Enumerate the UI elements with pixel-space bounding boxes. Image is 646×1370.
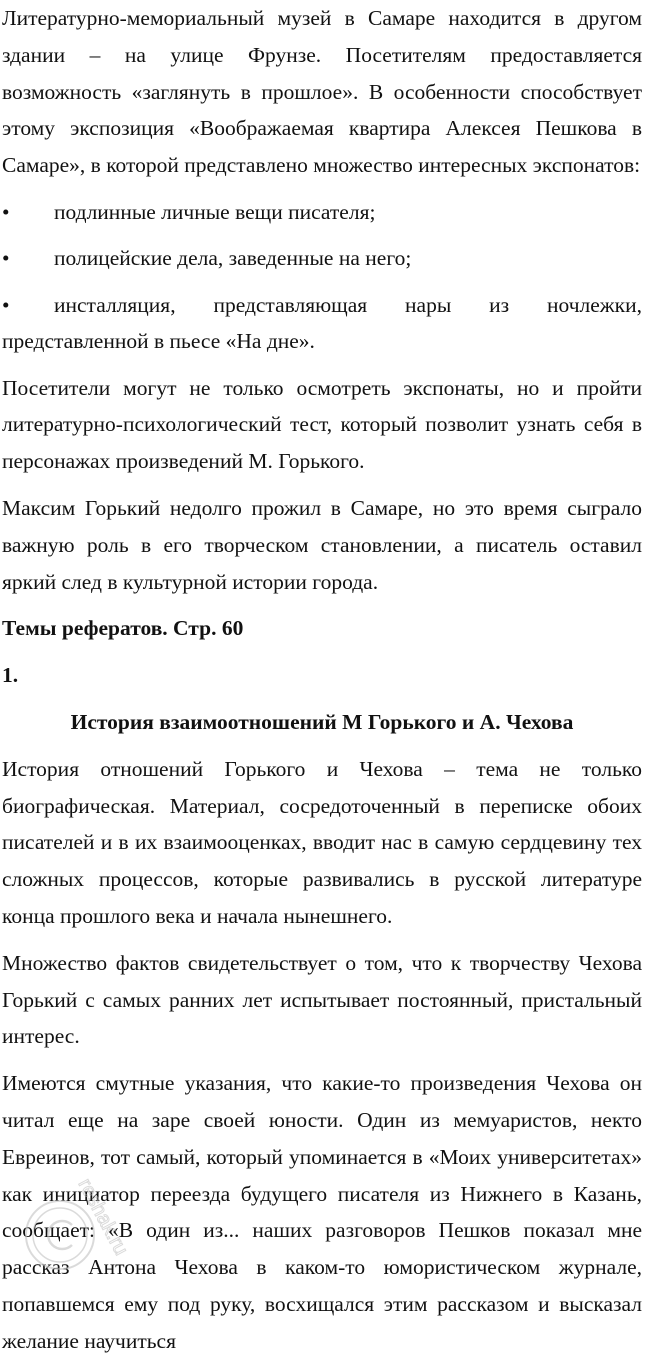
- item-number: 1.: [2, 663, 19, 688]
- essay-title: История взаимоотношений М Горького и А. Чехова: [70, 710, 574, 735]
- essay-paragraph: История отношений Горького и Чехова – тема не только биографическая. Материал, сосредоточенный в переписке обоих писателей и в их взаимооценках, вводит нас в самую сердцевину тех сложных процессов, которые развивались в русской литературе конца прошлого века и начала нынешнего.: [2, 756, 642, 929]
- conclusion-paragraph: Максим Горький недолго прожил в Самаре, но это время сыграло важную роль в его творческом становлении, а писатель оставил яркий след в культурной истории города.: [2, 496, 642, 594]
- bullet-icon: •: [2, 246, 10, 271]
- bullet-item: [2, 240, 642, 277]
- bullet-text: инсталляция, представляющая нары из ночлежки, представленной в пьесе «На дне».: [2, 292, 642, 354]
- section-heading: Темы рефератов. Стр. 60: [2, 616, 244, 641]
- bullet-item: [2, 287, 642, 361]
- bullet-icon: •: [2, 199, 10, 224]
- essay-paragraph: Множество фактов свидетельствует о том, что к творчеству Чехова Горький с самых ранних лет испытывает постоянный, пристальный интерес.: [2, 950, 642, 1049]
- bullet-text: подлинные личные вещи писателя;: [54, 199, 376, 224]
- svg-text:reshak.ru: reshak.ru: [73, 1175, 133, 1259]
- visitors-paragraph: Посетители могут не только осмотреть экспонаты, но и пройти литературно-психологический тест, который позволит узнать себя в персонажах произведений М. Горького.: [2, 375, 642, 474]
- document-page: [2, 0, 642, 1370]
- bullet-text: полицейские дела, заведенные на него;: [54, 246, 412, 271]
- bullet-icon: •: [2, 292, 10, 317]
- intro-paragraph: Литературно-мемориальный музей в Самаре находится в другом здании – на улице Фрунзе. Посетителям предоставляется возможность «заглянуть в прошлое». В особенности способствует этому экспозиция «Воображаемая квартира Алексея Пешкова в Самаре», в которой представлено множество интересных экспонатов:: [2, 6, 642, 178]
- bullet-item: [2, 194, 642, 231]
- essay-paragraph: Имеются смутные указания, что какие-то произведения Чехова он читал еще на заре своей юности. Один из мемуаристов, некто Евреинов, тот самый, который упоминается в «Моих университетах» как инициатор переезда будущего писателя из Нижнего в Казань, сообщает: «В один из... наших разговоров Пешков показал мне рассказ Антона Чехова в каком-то юмористическом журнале, попавшемся ему под руку, восхищался этим рассказом и высказал желание научиться: [2, 1071, 642, 1353]
